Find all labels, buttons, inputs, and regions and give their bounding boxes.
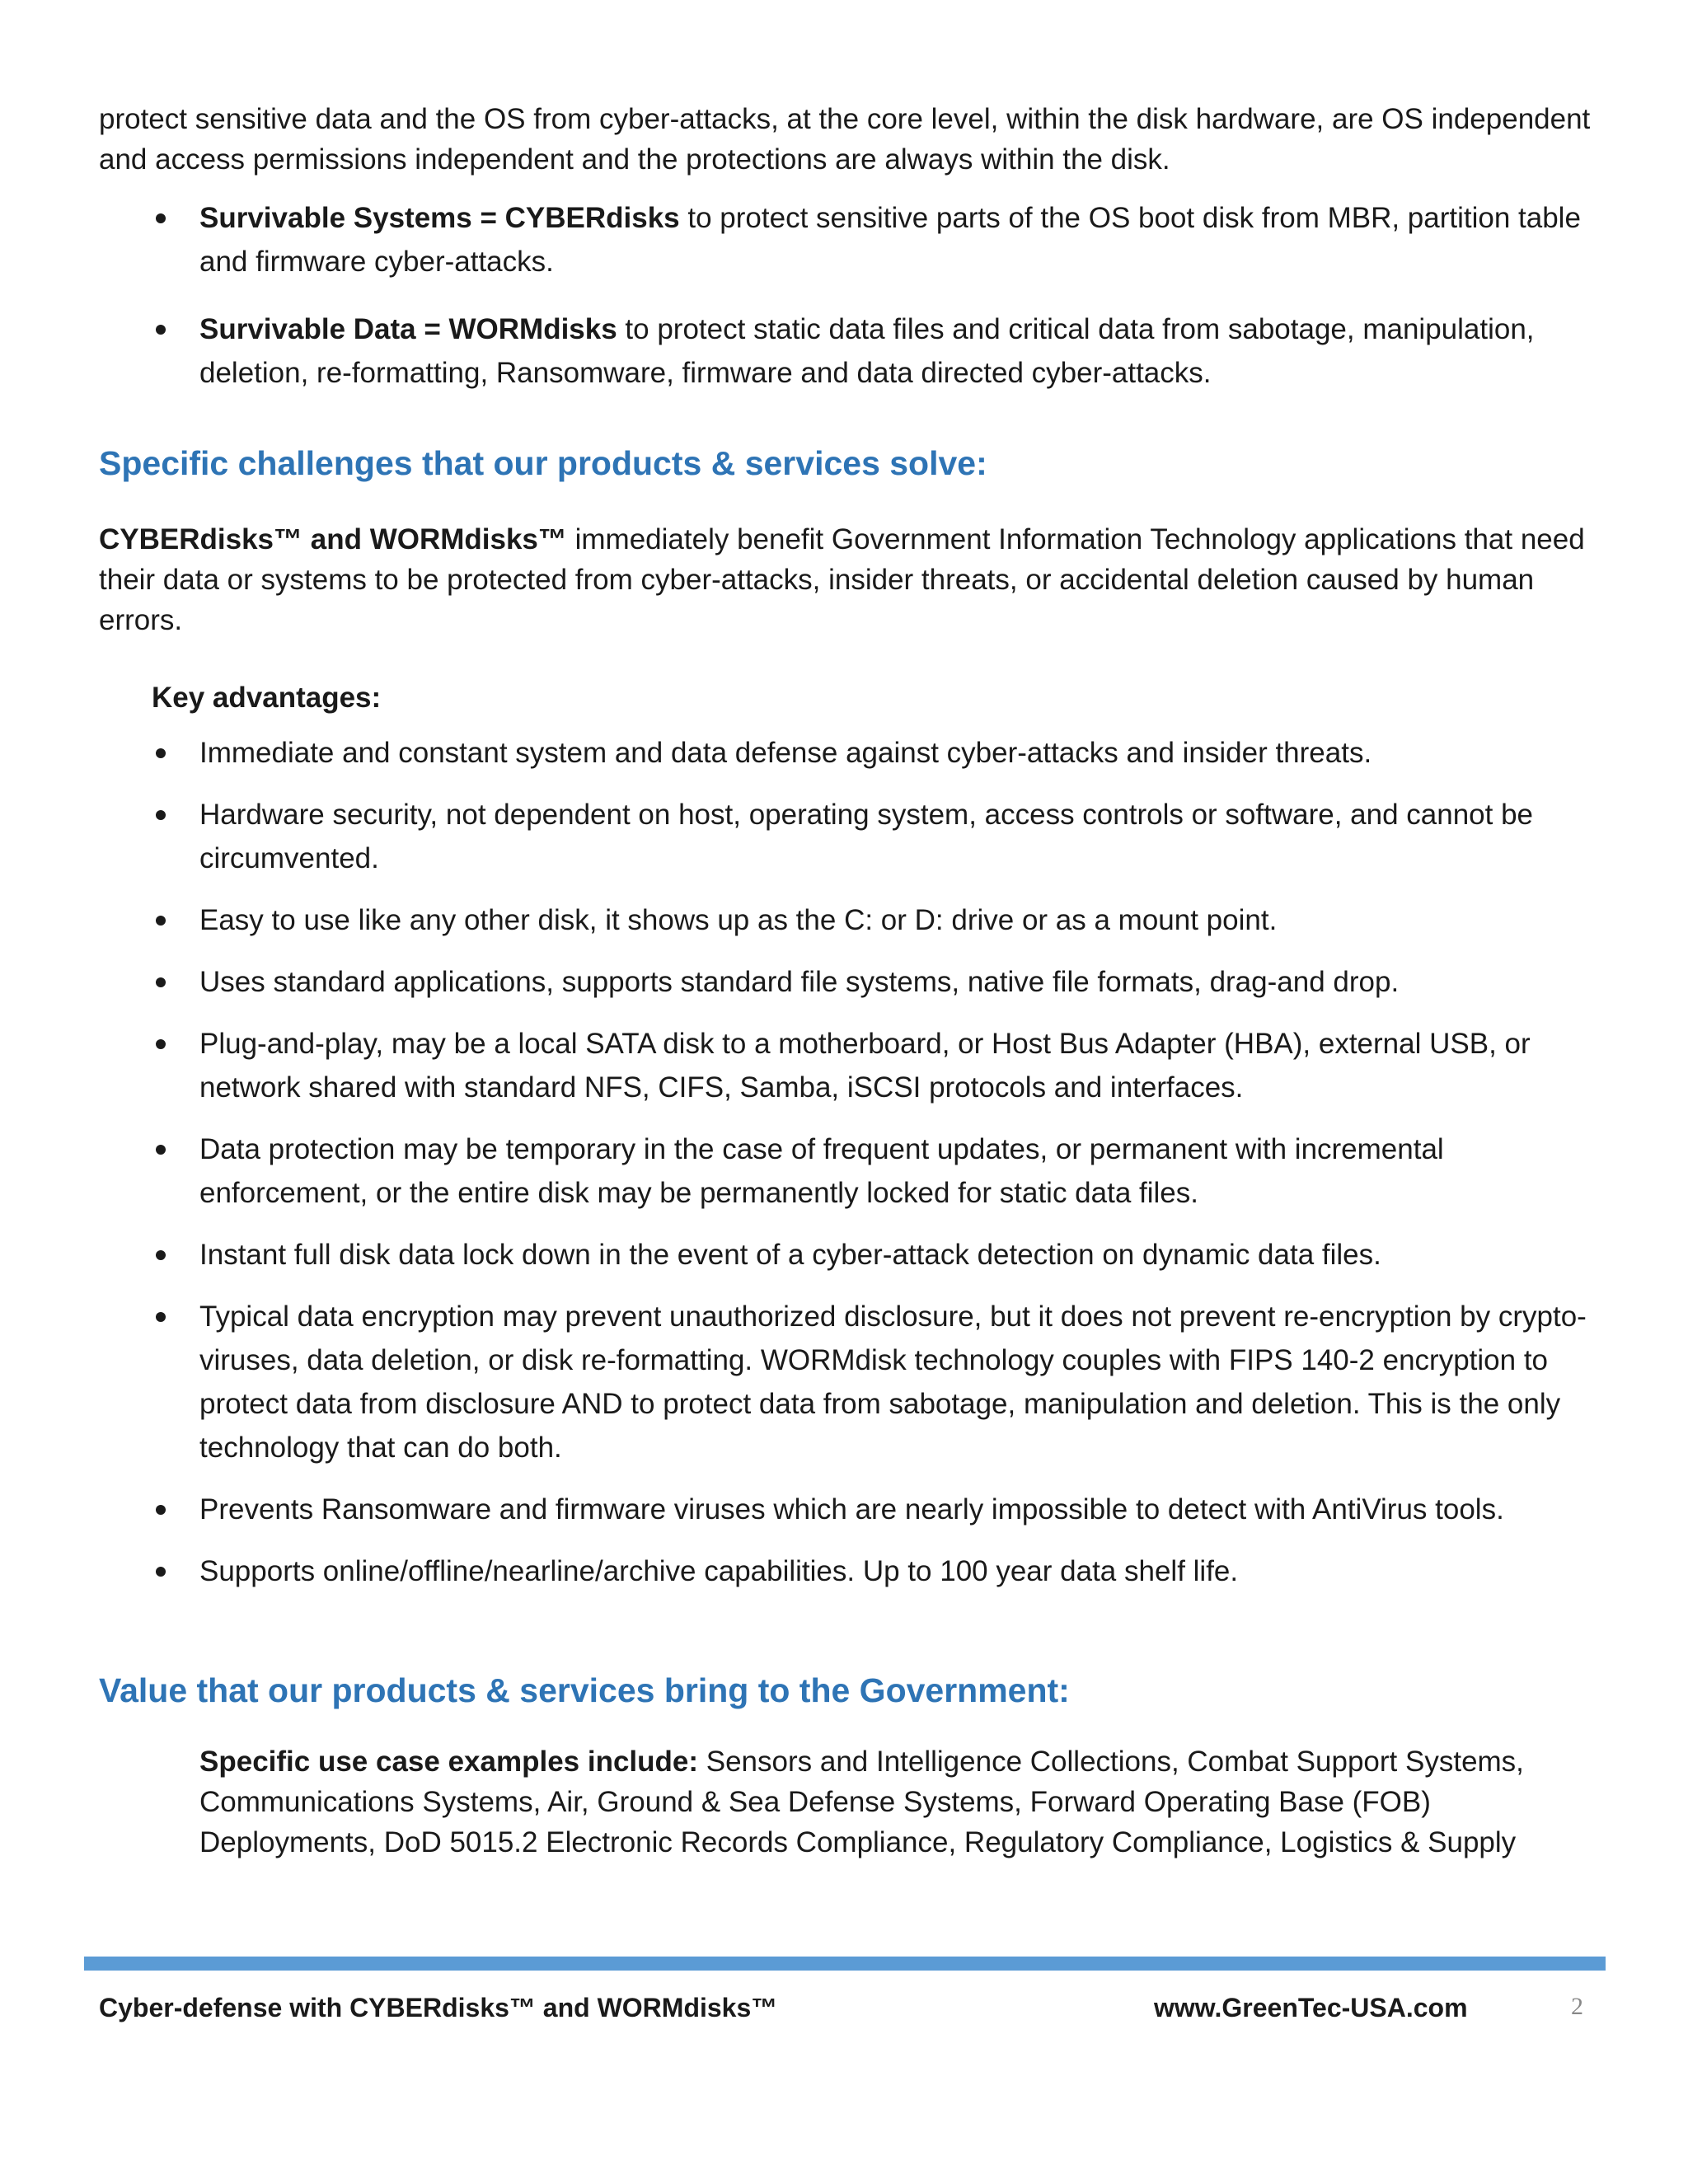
section-heading-value: Value that our products & services bring to the Government: xyxy=(99,1671,1070,1709)
list-item: Hardware security, not dependent on host, operating system, access controls or software, and cannot be circumvented. xyxy=(99,793,1607,880)
bullet-icon xyxy=(156,748,166,758)
list-item: Survivable Systems = CYBERdisks to protect sensitive parts of the OS boot disk from MBR, partition table and firmware cyber-attacks. xyxy=(99,196,1607,284)
list-item: Prevents Ransomware and firmware viruses which are nearly impossible to detect with AntiVirus tools. xyxy=(99,1488,1607,1531)
list-item: Survivable Data = WORMdisks to protect static data files and critical data from sabotage, manipulation, deletion, re-formatting, Ransomware, firmware and data directed cyber-attacks. xyxy=(99,307,1607,395)
bullet-icon xyxy=(156,1039,166,1049)
list-item: Supports online/offline/nearline/archive capabilities. Up to 100 year data shelf life. xyxy=(99,1549,1607,1593)
list-item: Easy to use like any other disk, it shows up as the C: or D: drive or as a mount point. xyxy=(99,898,1607,942)
bullet-icon xyxy=(156,916,166,926)
list-item: Uses standard applications, supports standard file systems, native file formats, drag-and drop. xyxy=(99,960,1607,1004)
intro-paragraph: protect sensitive data and the OS from cyber-attacks, at the core level, within the disk hardware, are OS independent and access permissions independent and the protections are always within the disk. xyxy=(99,103,1591,176)
list-item: Plug-and-play, may be a local SATA disk to a motherboard, or Host Bus Adapter (HBA), external USB, or network shared with standard NFS, CIFS, Samba, iSCSI protocols and interfaces. xyxy=(99,1022,1607,1109)
list-item: Immediate and constant system and data defense against cyber-attacks and insider threats. xyxy=(99,731,1607,775)
key-advantages-label: Key advantages: xyxy=(152,682,382,714)
survivable-list xyxy=(99,196,1607,395)
bullet-icon xyxy=(156,1312,166,1322)
use-case-paragraph: Specific use case examples include: Sensors and Intelligence Collections, Combat Support Systems, Communications Systems, Air, Ground & Sea Defense Systems, Forward Operating Base (FOB) Deployments, DoD 5015.2 Electronic Records Compliance, Regulatory Compliance, Logistics & Supply xyxy=(199,1746,1524,1858)
bullet-icon xyxy=(156,1505,166,1515)
list-item: Instant full disk data lock down in the event of a cyber-attack detection on dynamic data files. xyxy=(99,1233,1607,1277)
bullet-icon xyxy=(156,1145,166,1155)
page-number: 2 xyxy=(1571,1993,1583,2020)
list-item: Data protection may be temporary in the case of frequent updates, or permanent with incremental enforcement, or the entire disk may be permanently locked for static data files. xyxy=(99,1127,1607,1215)
footer-title: Cyber-defense with CYBERdisks™ and WORMdisks™ xyxy=(99,1993,778,2022)
bullet-icon xyxy=(156,213,166,223)
advantages-list xyxy=(99,731,1607,1593)
section-heading-challenges: Specific challenges that our products & services solve: xyxy=(99,444,987,482)
list-item: Typical data encryption may prevent unauthorized disclosure, but it does not prevent re-encryption by crypto-viruses, data deletion, or disk re-formatting. WORMdisk technology couples with FIPS 140-2 encryption to protect data from disclosure AND to protect data from sabotage, manipulation and deletion. This is the only technology that can do both. xyxy=(99,1295,1607,1469)
bullet-icon xyxy=(156,810,166,820)
document-page xyxy=(99,99,1607,1863)
bullet-icon xyxy=(156,1250,166,1260)
challenges-paragraph: CYBERdisks™ and WORMdisks™ immediately benefit Government Information Technology applications that need their data or systems to be protected from cyber-attacks, insider threats, or accidental deletion caused by human errors. xyxy=(99,523,1585,636)
bullet-icon xyxy=(156,325,166,335)
footer-divider xyxy=(84,1957,1606,1971)
footer-website: www.GreenTec-USA.com xyxy=(1154,1993,1468,2022)
bullet-icon xyxy=(156,1567,166,1577)
bullet-icon xyxy=(156,977,166,987)
